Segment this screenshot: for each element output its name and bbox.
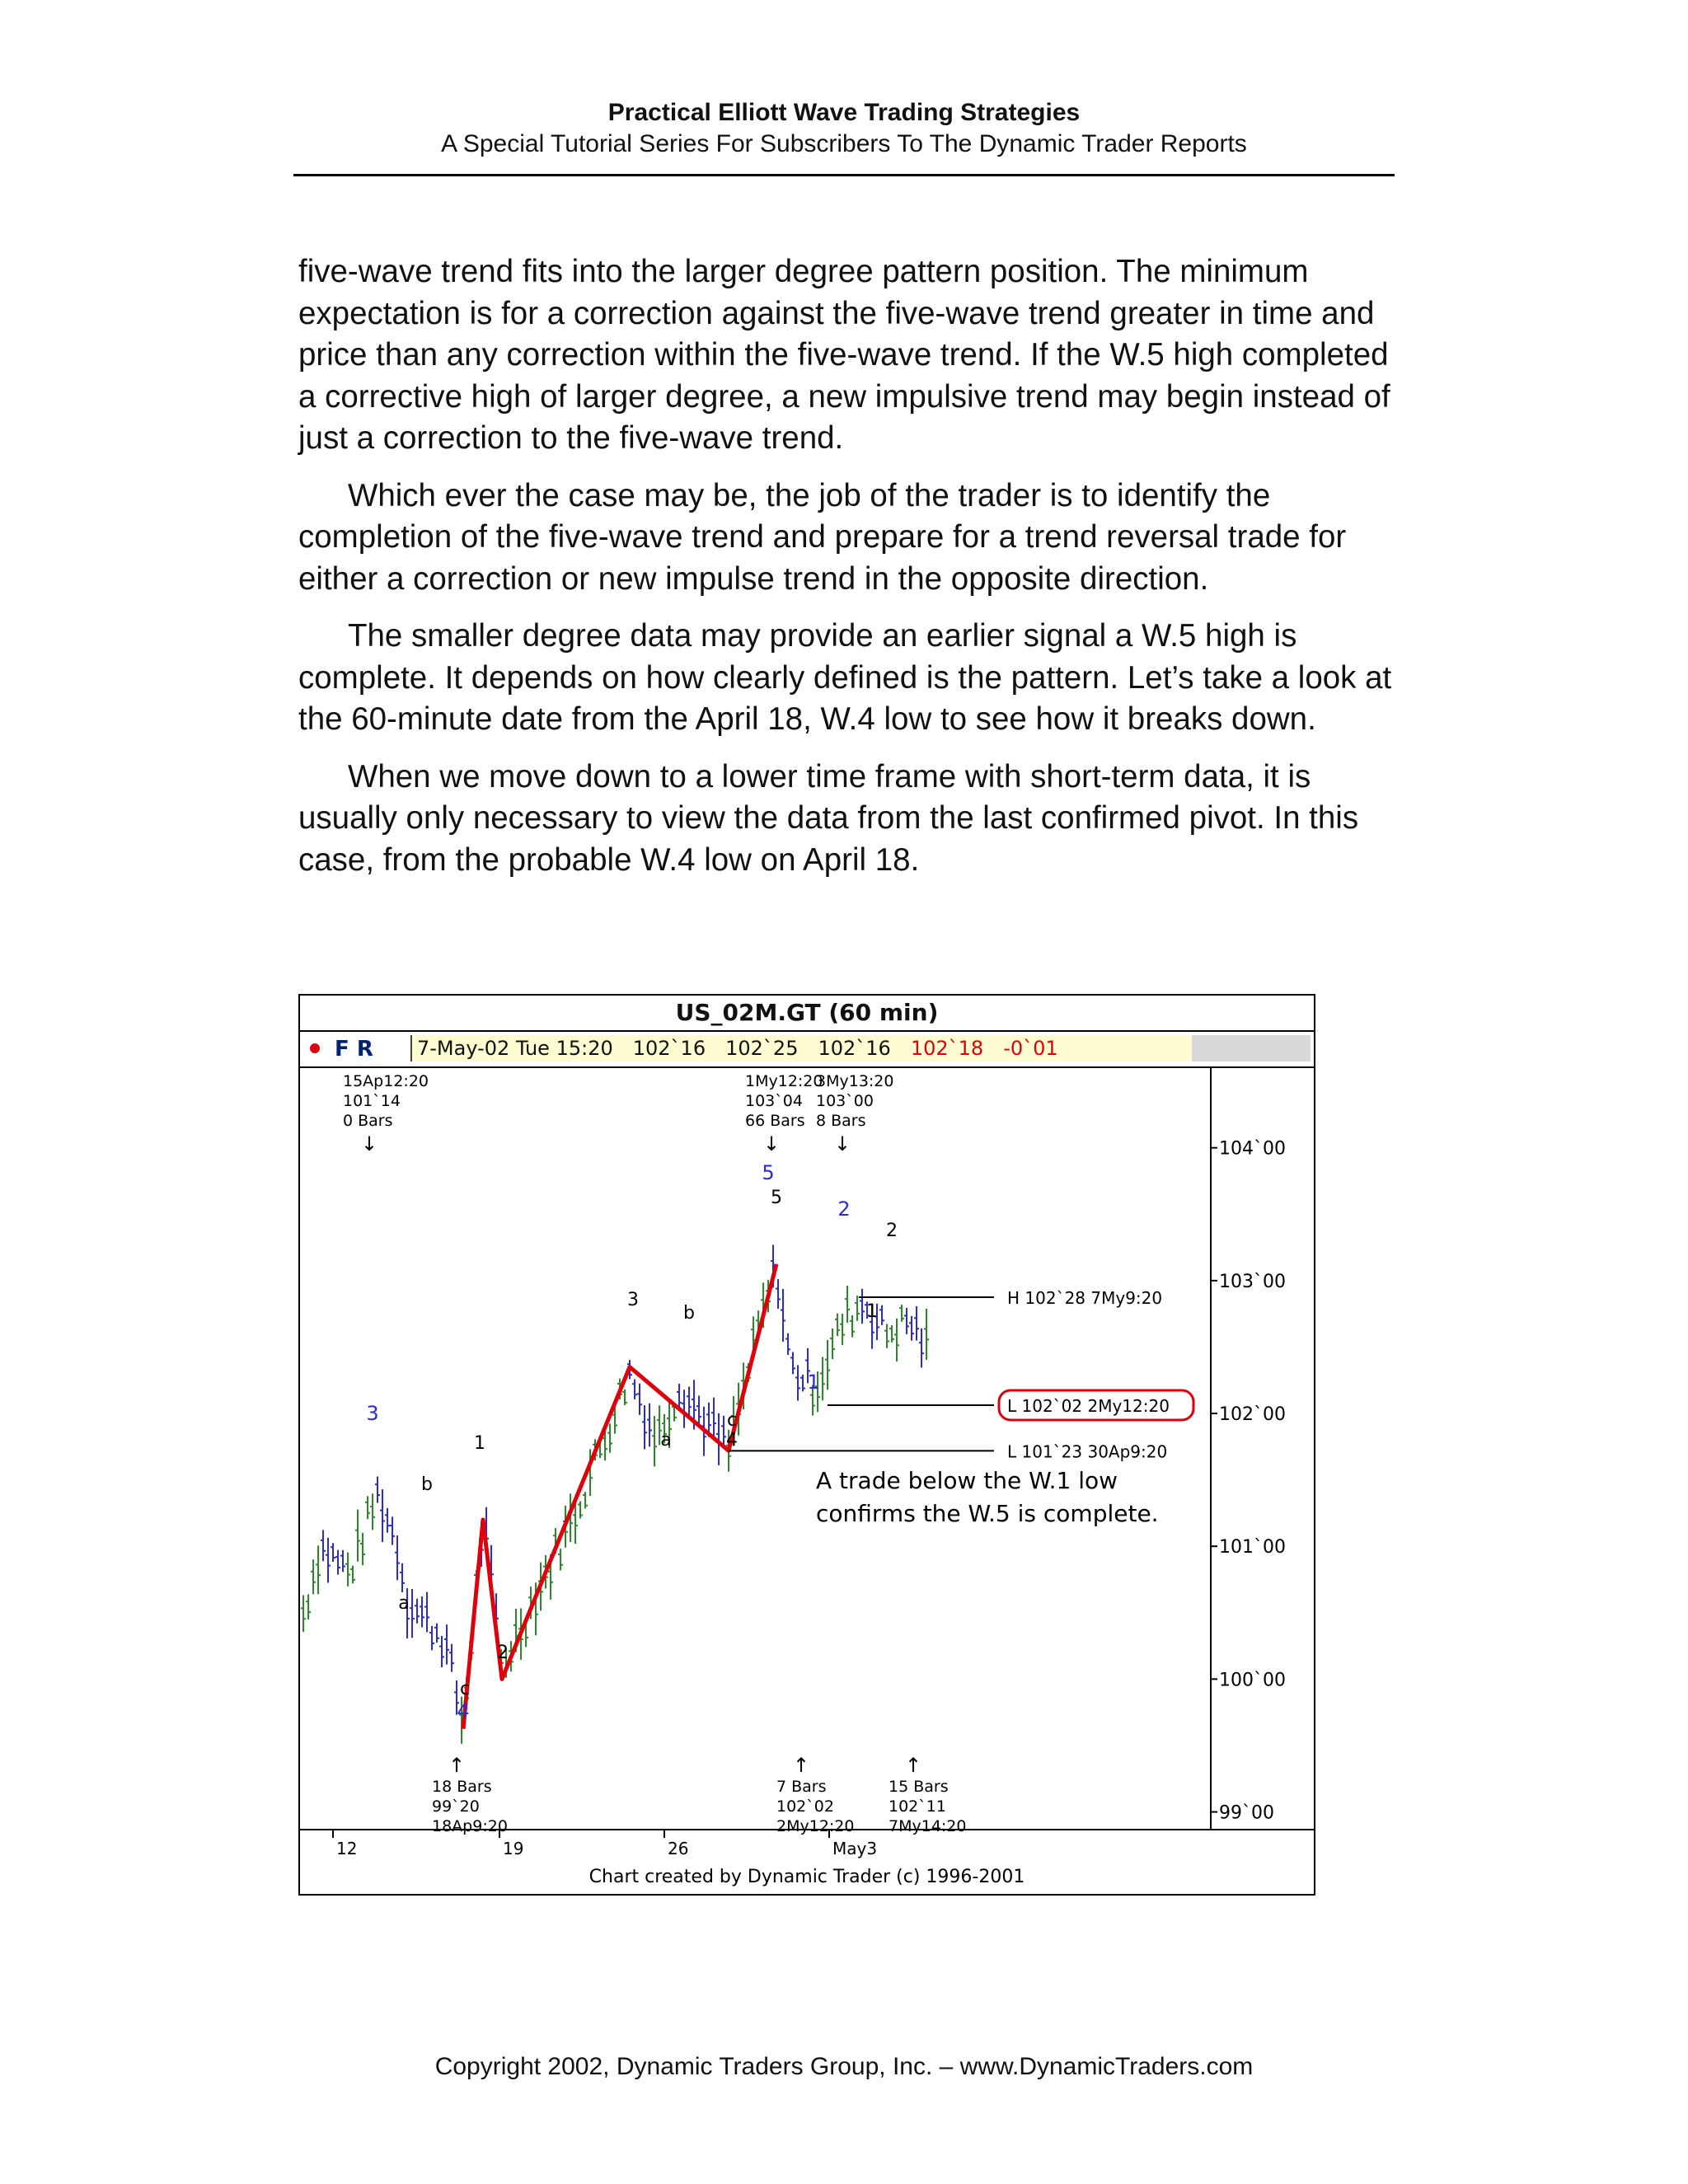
status-markers: F R — [335, 1037, 373, 1062]
wave-label-blue: 1 — [807, 1371, 820, 1394]
up-arrow-icon: ↑ — [448, 1754, 466, 1777]
paragraph: The smaller degree data may provide an earlier signal a W.5 high is complete. It depends on how clearly defined is the pattern. Let’s take a look at the 60-minute date from the April 18, W.4 low to see how it breaks down. — [298, 618, 1392, 737]
chart-note-line: A trade below the W.1 low — [816, 1467, 1118, 1494]
price-tick-label: 103`00 — [1219, 1271, 1286, 1292]
bottom-annotation-line: 2My12:20 — [776, 1817, 855, 1835]
wave-label: 4 — [726, 1430, 738, 1451]
body-text — [298, 251, 1395, 897]
bottom-annotation-line: 7 Bars — [776, 1778, 827, 1796]
wave-label-blue: 4 — [457, 1699, 470, 1722]
wave-label-blue: 3 — [366, 1402, 379, 1425]
level-label: L 101`23 30Ap9:20 — [1007, 1441, 1168, 1462]
time-tick-label: 12 — [336, 1839, 358, 1858]
wave-label: 1 — [474, 1433, 485, 1454]
top-annotation-line: 8 Bars — [816, 1112, 866, 1130]
time-tick-label: 26 — [668, 1839, 689, 1858]
quote-close: 102`18 — [910, 1037, 984, 1060]
wave-label: 5 — [771, 1188, 782, 1208]
chart-title: US_02M.GT (60 min) — [300, 996, 1314, 1032]
top-annotation-line: 101`14 — [343, 1092, 401, 1110]
quote-date: 7-May-02 Tue 15:20 — [417, 1037, 613, 1060]
level-label: L 102`02 2My12:20 — [1007, 1395, 1170, 1416]
wave-label: c — [459, 1679, 471, 1699]
time-tick-label: May3 — [832, 1839, 878, 1858]
wave-count-lines — [463, 1264, 776, 1729]
header-subtitle: A Special Tutorial Series For Subscribers To The Dynamic Trader Reports — [441, 130, 1247, 157]
quote-low: 102`16 — [818, 1037, 891, 1060]
bottom-annotation-line: 18Ap9:20 — [432, 1817, 508, 1835]
header-divider — [293, 174, 1395, 176]
wave-label-blue: 5 — [762, 1161, 775, 1184]
bottom-annotation-line: 99`20 — [432, 1797, 480, 1816]
bottom-annotation-line: 102`11 — [889, 1797, 946, 1816]
wave-label-blue: 2 — [837, 1197, 851, 1221]
top-annotation-line: 0 Bars — [343, 1112, 393, 1130]
top-annotation-line: 103`00 — [816, 1092, 874, 1110]
chart-note-line: confirms the W.5 is complete. — [816, 1500, 1159, 1527]
top-annotation-line: 1My12:20 — [745, 1072, 823, 1090]
bottom-annotation-line: 102`02 — [776, 1797, 834, 1816]
paragraph: five-wave trend fits into the larger degree pattern position. The minimum expectation is for a correction against the five-wave trend greater in time and price than any correction within the five-wave trend. If the W.5 high completed a corrective high of larger degree, a new impulsive trend may begin instead of just a correction to the five-wave trend. — [298, 254, 1390, 456]
chart-credit: Chart created by Dynamic Trader (c) 1996-2001 — [588, 1867, 1025, 1887]
wave-label: 1 — [866, 1301, 878, 1322]
wave-label: a — [398, 1593, 410, 1614]
level-label: H 102`28 7My9:20 — [1007, 1288, 1163, 1309]
price-tick-label: 102`00 — [1219, 1404, 1286, 1426]
wave-count-polyline — [463, 1264, 776, 1729]
paragraph: When we move down to a lower time frame with short-term data, it is usually only necessary to view the data from the last confirmed pivot. In this case, from the probable W.4 low on April 18. — [298, 758, 1359, 878]
bottom-annotation-line: 7My14:20 — [889, 1817, 967, 1835]
wave-label: a — [660, 1430, 672, 1451]
price-tick-label: 104`00 — [1219, 1138, 1286, 1160]
top-annotation-line: 103`04 — [745, 1092, 803, 1110]
price-bars — [301, 1244, 929, 1743]
wave-label: 2 — [886, 1221, 898, 1241]
wave-label: 3 — [627, 1290, 639, 1310]
wave-label: 2 — [497, 1643, 509, 1663]
quote-high: 102`25 — [725, 1037, 799, 1060]
quote-open: 102`16 — [632, 1037, 706, 1060]
up-arrow-icon: ↑ — [904, 1754, 922, 1777]
time-tick-label: 19 — [503, 1839, 524, 1858]
quote-change: -0`01 — [1003, 1037, 1058, 1060]
wave-label: c — [726, 1410, 738, 1431]
down-arrow-icon: ↓ — [360, 1132, 378, 1155]
price-tick-label: 99`00 — [1219, 1802, 1274, 1824]
up-arrow-icon: ↑ — [792, 1754, 810, 1777]
down-arrow-icon: ↓ — [833, 1132, 851, 1155]
paragraph: Which ever the case may be, the job of the trader is to identify the completion of the five-wave trend and prepare for a trend reversal trade for either a correction or new impulse trend in the opposite direction. — [298, 477, 1347, 597]
chart-labels — [336, 1072, 1286, 1887]
top-annotation-line: 66 Bars — [745, 1112, 805, 1130]
wave-label: b — [683, 1303, 695, 1324]
page-footer: Copyright 2002, Dynamic Traders Group, Inc. – www.DynamicTraders.com — [434, 2053, 1254, 2080]
price-chart — [298, 994, 1315, 1896]
header-title: Practical Elliott Wave Trading Strategies — [607, 99, 1081, 126]
page-header — [293, 97, 1395, 160]
wave-label: b — [421, 1474, 433, 1495]
top-annotation-line: 15Ap12:20 — [343, 1072, 429, 1090]
down-arrow-icon: ↓ — [762, 1132, 781, 1155]
bottom-annotation-line: 18 Bars — [432, 1778, 492, 1796]
price-tick-label: 101`00 — [1219, 1537, 1286, 1558]
price-tick-label: 100`00 — [1219, 1670, 1286, 1691]
bottom-annotation-line: 15 Bars — [889, 1778, 949, 1796]
top-annotation-line: 3My13:20 — [816, 1072, 894, 1090]
chart-plot — [300, 996, 1314, 1894]
